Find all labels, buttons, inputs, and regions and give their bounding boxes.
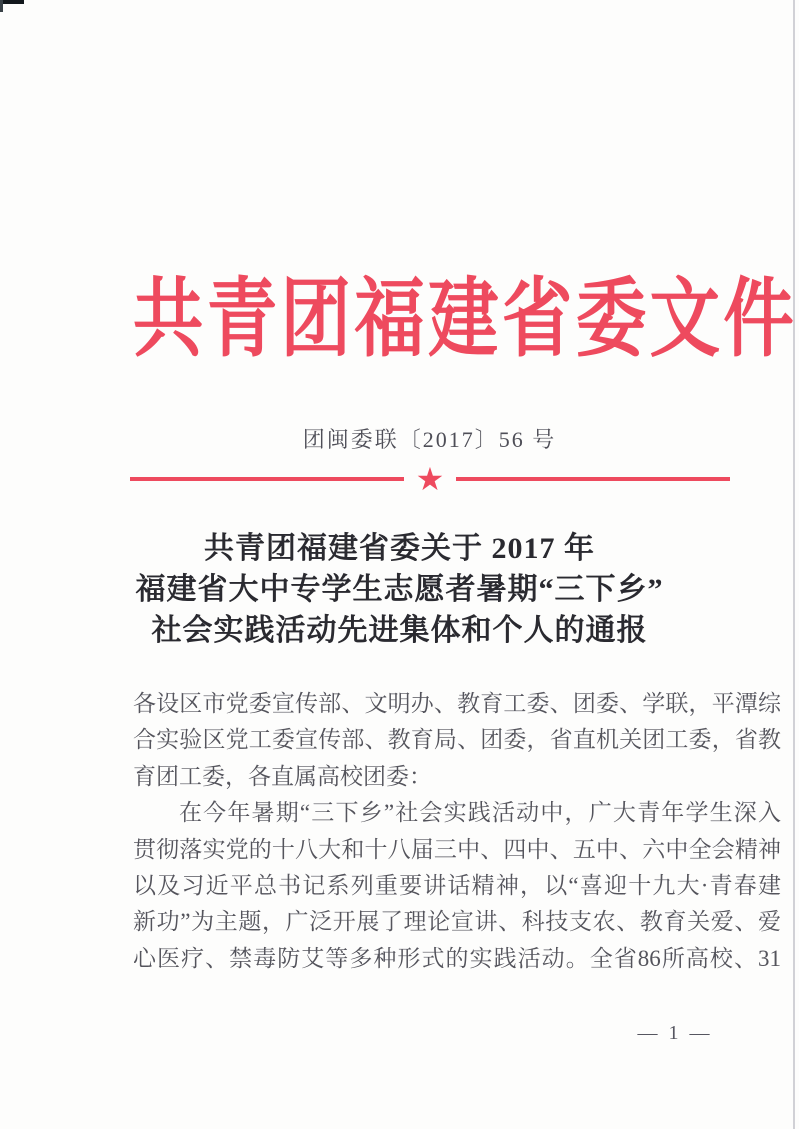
divider-line-left: [130, 477, 404, 481]
letterhead-org-title-text: 共青团福建省委文件: [132, 271, 798, 367]
document-title-line: 共青团福建省委关于 2017 年: [204, 532, 595, 565]
document-body-line: 以及习近平总书记系列重要讲话精神，以“喜迎十九大·青春建: [133, 873, 781, 899]
star-icon: ★: [415, 460, 445, 498]
document-title-line: 福建省大中专学生志愿者暑期“三下乡”: [135, 573, 664, 606]
document-title: [0, 528, 799, 651]
header-divider: [130, 462, 730, 496]
document-title-line: 社会实践活动先进集体和个人的通报: [151, 614, 648, 647]
document-body: [133, 686, 781, 977]
document-body-line: 育团工委，各直属高校团委：: [133, 763, 432, 789]
scan-artifact-corner: [0, 0, 24, 4]
divider-line-right: [456, 477, 730, 481]
document-number: 团闽委联〔2017〕56 号: [302, 427, 557, 452]
document-body-line: 在今年暑期“三下乡”社会实践活动中，广大青年学生深入: [179, 800, 781, 826]
document-body-line: 各设区市党委宣传部、文明办、教育工委、团委、学联，平潭综: [133, 691, 781, 716]
letterhead-org-title: [60, 266, 799, 374]
document-body-line: 贯彻落实党的十八大和十八届三中、四中、五中、六中全会精神: [133, 836, 781, 862]
document-body-line: 合实验区党工委宣传部、教育局、团委，省直机关团工委，省教: [133, 727, 781, 753]
document-body-line: 心医疗、禁毒防艾等多种形式的实践活动。全省86所高校、31: [133, 945, 781, 971]
page-number: — 1 —: [637, 1022, 713, 1044]
document-body-line: 新功”为主题，广泛开展了理论宣讲、科技支农、教育关爱、爱: [133, 909, 781, 935]
